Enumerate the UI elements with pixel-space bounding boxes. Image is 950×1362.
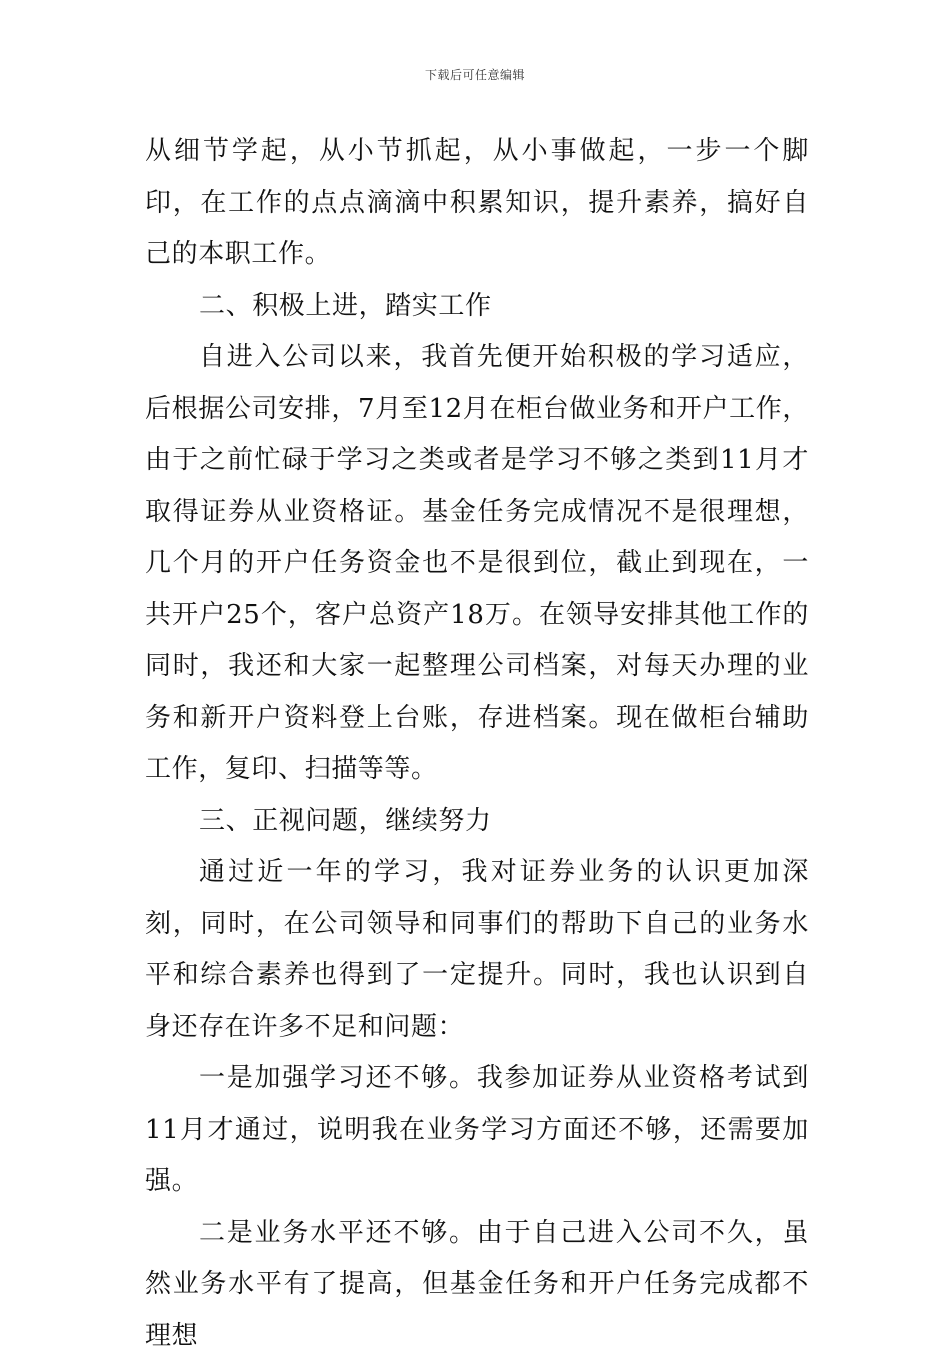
paragraph: 通过近一年的学习，我对证券业务的认识更加深刻，同时，在公司领导和同事们的帮助下自己的业务水平和综合素养也得到了一定提升。同时，我也认识到自身还存在许多不足和问题： [145,847,809,1053]
page-header: 下载后可任意编辑 [0,66,950,83]
paragraph: 自进入公司以来，我首先便开始积极的学习适应，后根据公司安排，7月至12月在柜台做业务和开户工作，由于之前忙碌于学习之类或者是学习不够之类到11月才取得证券从业资格证。基金任务完成情况不是很理想，几个月的开户任务资金也不是很到位，截止到现在，一共开户25个，客户总资产18万。在领导安排其他工作的同时，我还和大家一起整理公司档案，对每天办理的业务和新开户资料登上台账，存进档案。现在做柜台辅助工作，复印、扫描等等。 [145,332,809,796]
paragraph: 二是业务水平还不够。由于自己进入公司不久，虽然业务水平有了提高，但基金任务和开户任务完成都不理想 [145,1208,809,1362]
section-heading: 二、积极上进，踏实工作 [145,281,809,333]
paragraph: 一是加强学习还不够。我参加证券从业资格考试到11月才通过，说明我在业务学习方面还不够，还需要加强。 [145,1053,809,1208]
document-body [145,126,809,1362]
section-heading: 三、正视问题，继续努力 [145,796,809,848]
paragraph: 从细节学起，从小节抓起，从小事做起，一步一个脚印，在工作的点点滴滴中积累知识，提升素养，搞好自己的本职工作。 [145,126,809,281]
